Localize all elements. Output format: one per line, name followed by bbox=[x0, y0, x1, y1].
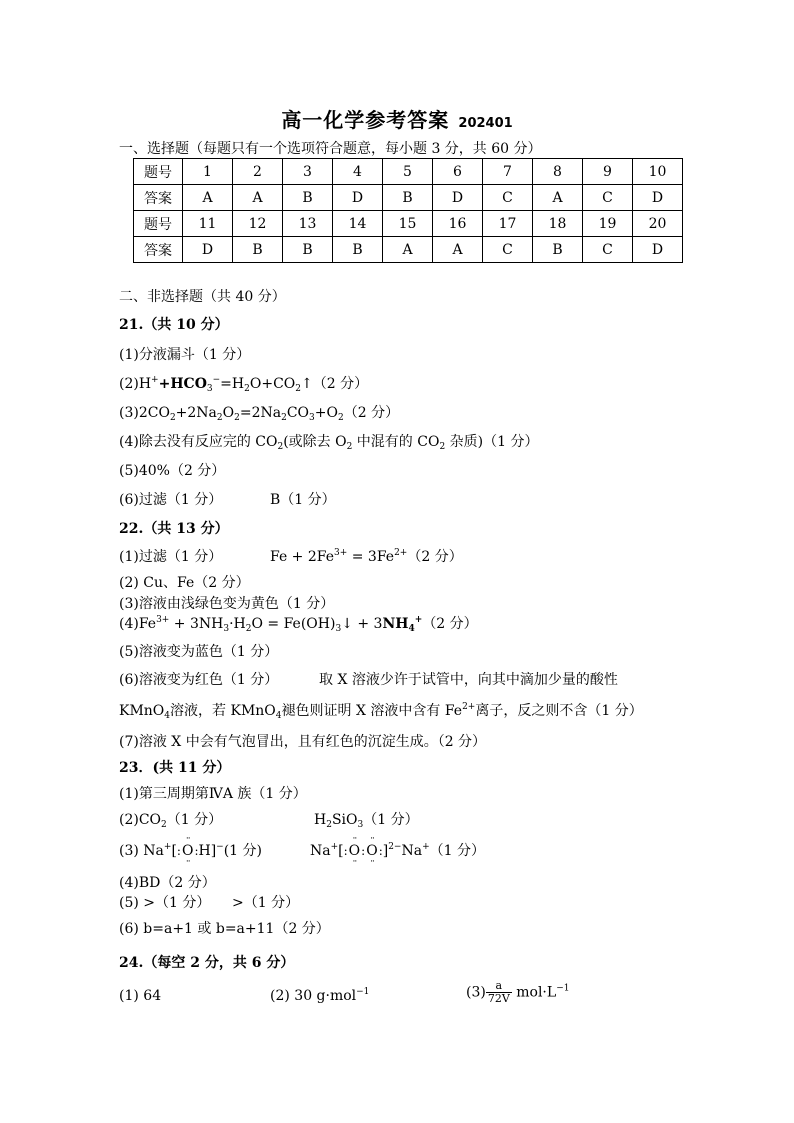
table-cell: 1 bbox=[183, 159, 233, 185]
q23-line-2a: $(2)CO_2(1$ 分） bbox=[119, 812, 223, 830]
table-cell: B bbox=[383, 185, 433, 211]
table-cell: 13 bbox=[283, 211, 333, 237]
table-cell: C bbox=[483, 185, 533, 211]
table-cell: 20 bbox=[633, 211, 683, 237]
section1-heading: 一、选择题（每题只有一个选项符合题意，每小题 3 分，共 60 分） bbox=[119, 141, 542, 157]
table-row bbox=[134, 159, 683, 185]
table-cell: B bbox=[333, 237, 383, 263]
table-row-header: 题号 bbox=[134, 211, 183, 237]
table-cell: 7 bbox=[483, 159, 533, 185]
q23-line-1: (1)第三周期第ⅣA 族（1 分） bbox=[119, 786, 307, 802]
table-cell: C bbox=[583, 185, 633, 211]
q22-line-2: (2) Cu、Fe（2 分） bbox=[119, 575, 250, 591]
q23-line-3b: Na+[:·· O ··:·· O ··:]$^{2-}$Na+（1 分） bbox=[310, 842, 485, 860]
table-cell: 18 bbox=[533, 211, 583, 237]
table-cell: 9 bbox=[583, 159, 633, 185]
table-cell: A bbox=[383, 237, 433, 263]
oxygen-dots: ·· O ·· bbox=[348, 842, 361, 860]
q22-line-5: (5)溶液变为蓝色（1 分） bbox=[119, 644, 279, 660]
oxygen-dots: ·· O ·· bbox=[365, 842, 378, 860]
table-cell: 2 bbox=[233, 159, 283, 185]
q21-line-6a: (6)过滤（1 分） bbox=[119, 492, 223, 508]
table-cell: 19 bbox=[583, 211, 633, 237]
table-row bbox=[134, 237, 683, 263]
q21-line-3: $(3)2CO_2+2Na_2O_2=2Na_2CO_3+O_2(2$ 分） bbox=[119, 405, 400, 423]
table-cell: D bbox=[183, 237, 233, 263]
table-cell: 6 bbox=[433, 159, 483, 185]
table-row bbox=[134, 185, 683, 211]
q22-line-4: $(4)Fe^{3+} + 3NH_3\cdot H_2O$ = $Fe(OH)_3↓ + 3NH_4^+(2$ 分） bbox=[119, 615, 478, 634]
table-cell: A bbox=[533, 185, 583, 211]
title-main: 高一化学参考答案 bbox=[281, 108, 450, 132]
table-row-header: 题号 bbox=[134, 159, 183, 185]
table-cell: 5 bbox=[383, 159, 433, 185]
table-cell: D bbox=[633, 237, 683, 263]
table-cell: 4 bbox=[333, 159, 383, 185]
q21-header: 21.（共 10 分） bbox=[119, 317, 229, 333]
q22-line-6c: KMnO$_4$溶液，若 KMnO$_4$褪色则证明 X 溶液中含有 $Fe^{2+}$离子，反之则不含（1 分） bbox=[119, 702, 643, 721]
table-row bbox=[134, 211, 683, 237]
fraction: $\frac{a}{72V}$ bbox=[487, 979, 510, 1005]
q21-line-4: (4)除去没有反应完的 $CO_2$(或除去 $O_2$ 中混有的 $CO_2$ 杂质)（1 分） bbox=[119, 434, 539, 452]
table-cell: D bbox=[633, 185, 683, 211]
table-cell: 3 bbox=[283, 159, 333, 185]
table-cell: 8 bbox=[533, 159, 583, 185]
table-cell: A bbox=[433, 237, 483, 263]
q24-answer-3: (3) $\frac{a}{72V}$ $mol\cdot L^{-1}$ bbox=[466, 979, 570, 1005]
q24-header: 24.（每空 2 分，共 6 分） bbox=[119, 955, 295, 971]
q22-line-6a: (6)溶液变为红色（1 分） bbox=[119, 672, 279, 688]
q22-header: 22.（共 13 分） bbox=[119, 521, 229, 537]
table-row-header: 答案 bbox=[134, 185, 183, 211]
q22-line-3: (3)溶液由浅绿色变为黄色（1 分） bbox=[119, 596, 335, 612]
page-title bbox=[0, 104, 794, 133]
q21-line-1: (1)分液漏斗（1 分） bbox=[119, 347, 251, 363]
q23-line-4: (4)BD（2 分） bbox=[119, 875, 216, 891]
q23-line-5a: (5) >（1 分） bbox=[119, 895, 211, 911]
title-code: 202401 bbox=[458, 116, 513, 131]
table-cell: 16 bbox=[433, 211, 483, 237]
answer-table bbox=[133, 158, 683, 263]
table-cell: B bbox=[233, 237, 283, 263]
q22-line-7: (7)溶液 X 中会有气泡冒出，且有红色的沉淀生成。（2 分） bbox=[119, 734, 487, 750]
table-cell: 17 bbox=[483, 211, 533, 237]
oxygen-dots: ·· O ·· bbox=[181, 842, 194, 860]
table-cell: 10 bbox=[633, 159, 683, 185]
table-cell: B bbox=[283, 237, 333, 263]
table-cell: A bbox=[233, 185, 283, 211]
q21-line-5: (5)40%（2 分） bbox=[119, 463, 226, 479]
table-cell: C bbox=[483, 237, 533, 263]
q22-line-6b: 取 X 溶液少许于试管中，向其中滴加少量的酸性 bbox=[319, 672, 618, 688]
q23-line-5b: >（1 分） bbox=[232, 895, 300, 911]
q22-line-1b: $Fe + 2Fe^{3+} = 3Fe^{2+}(2$ 分） bbox=[270, 548, 463, 565]
q21-line-6b: B（1 分） bbox=[270, 492, 336, 508]
table-cell: 12 bbox=[233, 211, 283, 237]
q23-line-6: (6) b=a+1 或 b=a+11（2 分） bbox=[119, 921, 330, 937]
section2-heading: 二、非选择题（共 40 分） bbox=[119, 289, 286, 305]
table-cell: 15 bbox=[383, 211, 433, 237]
q23-line-2b: $H_2SiO_3(1$ 分） bbox=[314, 812, 419, 830]
q24-answer-2: (2) 30 g·mol$^{-1}$ bbox=[270, 987, 370, 1004]
q21-line-2: $(2)H^++HCO_3^-=H_2O+CO_2↑(2$ 分） bbox=[119, 375, 369, 394]
q22-line-1a: (1)过滤（1 分） bbox=[119, 549, 223, 565]
table-cell: B bbox=[533, 237, 583, 263]
q24-answer-1: (1) 64 bbox=[119, 988, 162, 1004]
table-cell: A bbox=[183, 185, 233, 211]
table-cell: D bbox=[433, 185, 483, 211]
table-cell: 11 bbox=[183, 211, 233, 237]
table-cell: C bbox=[583, 237, 633, 263]
q23-line-3a: (3) Na+[:·· O ··:H]−(1 分) bbox=[119, 842, 262, 860]
table-cell: D bbox=[333, 185, 383, 211]
table-cell: B bbox=[283, 185, 333, 211]
table-row-header: 答案 bbox=[134, 237, 183, 263]
q23-header: 23．(共 11 分） bbox=[119, 760, 231, 776]
table-cell: 14 bbox=[333, 211, 383, 237]
